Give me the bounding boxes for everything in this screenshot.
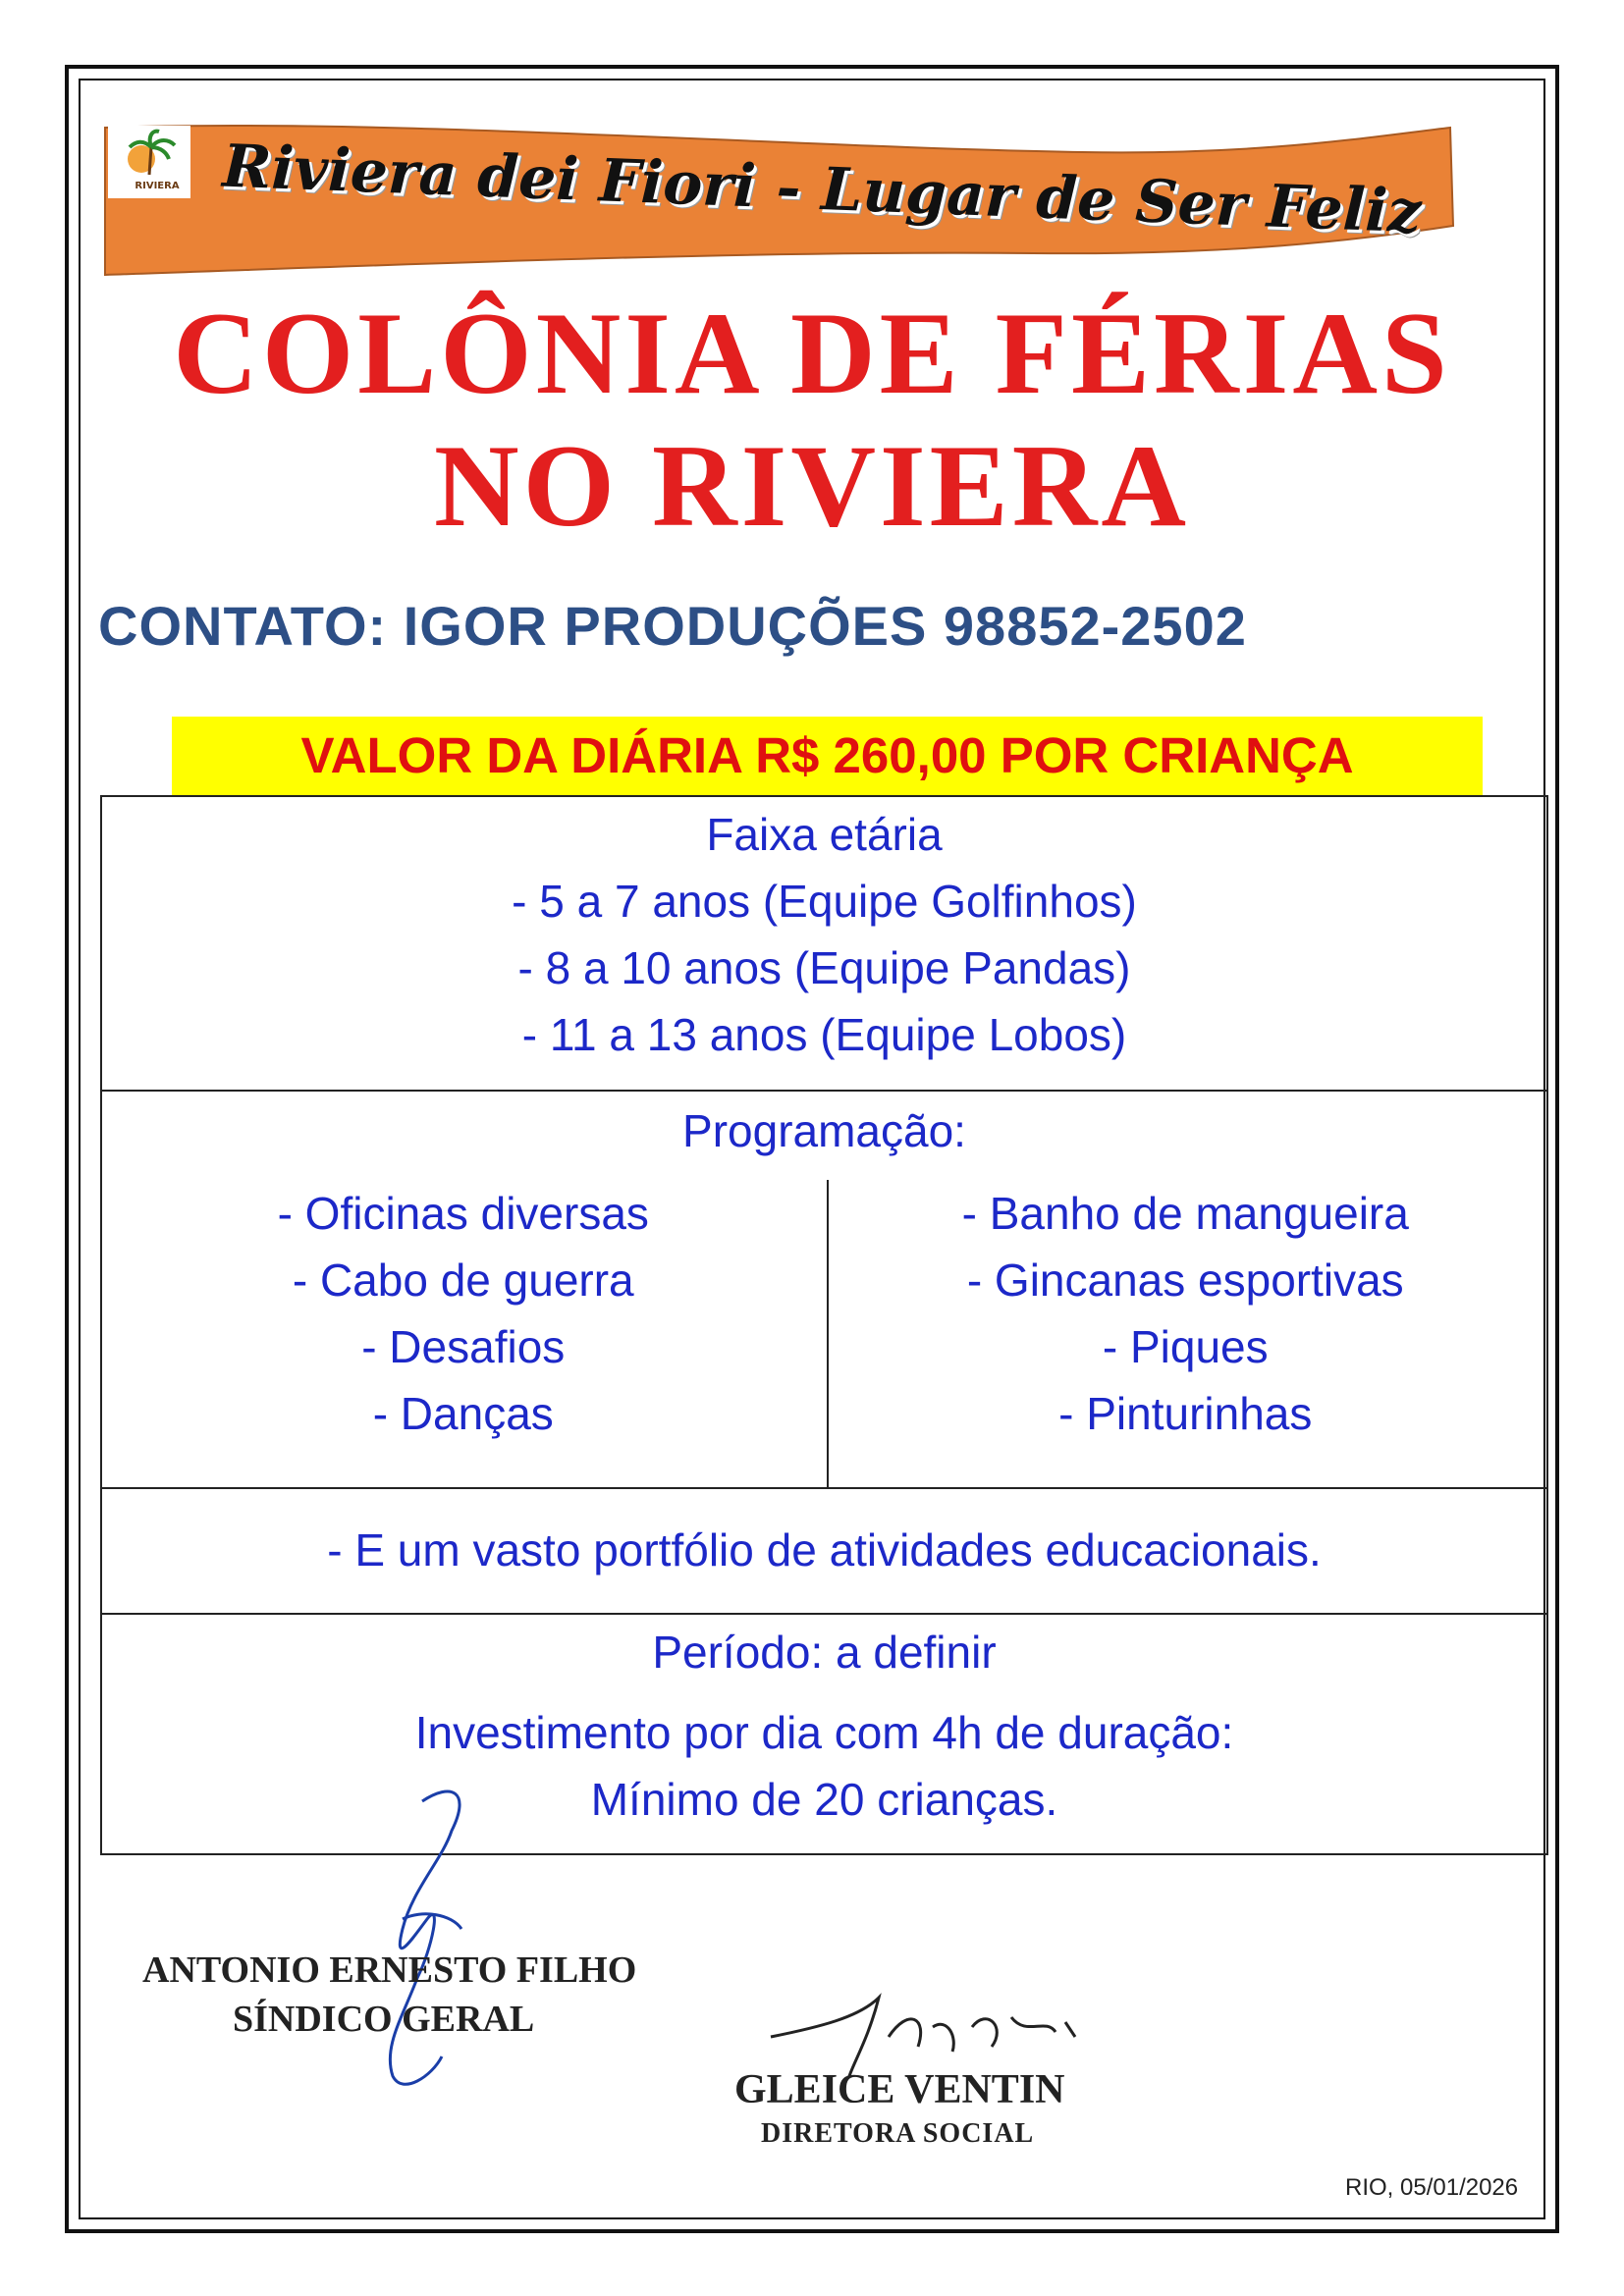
signer-role: SÍNDICO GERAL bbox=[233, 1999, 535, 2040]
age-group-item: - 8 a 10 anos (Equipe Pandas) bbox=[517, 942, 1131, 993]
signer-name: GLEICE VENTIN bbox=[734, 2067, 1065, 2112]
period-text: Período: a definir bbox=[652, 1627, 997, 1678]
riviera-logo bbox=[108, 126, 190, 198]
program-item: - Gincanas esportivas bbox=[966, 1255, 1404, 1306]
signer-name: ANTONIO ERNESTO FILHO bbox=[142, 1949, 637, 1991]
signature-block-sindico bbox=[142, 1946, 636, 2044]
age-groups-row bbox=[102, 797, 1546, 1092]
program-right-column bbox=[825, 1180, 1547, 1447]
age-group-item: - 11 a 13 anos (Equipe Lobos) bbox=[521, 1009, 1127, 1060]
program-item: - Cabo de guerra bbox=[292, 1255, 634, 1306]
program-item: - Desafios bbox=[361, 1321, 566, 1372]
program-item: - Piques bbox=[1102, 1321, 1269, 1372]
extra-row bbox=[102, 1489, 1546, 1615]
program-item: - Pinturinhas bbox=[1058, 1388, 1313, 1439]
price-banner: VALOR DA DIÁRIA R$ 260,00 POR CRIANÇA bbox=[172, 717, 1483, 795]
program-row bbox=[102, 1092, 1546, 1489]
main-title-line2: NO RIVIERA bbox=[433, 420, 1191, 551]
age-heading: Faixa etária bbox=[706, 809, 943, 860]
program-item: - Oficinas diversas bbox=[277, 1188, 649, 1239]
program-item: - Danças bbox=[372, 1388, 554, 1439]
signer-role: DIRETORA SOCIAL bbox=[761, 2118, 1035, 2149]
program-left-column bbox=[102, 1180, 825, 1447]
program-item: - Banho de mangueira bbox=[961, 1188, 1409, 1239]
minimum-text: Mínimo de 20 crianças. bbox=[590, 1774, 1058, 1825]
extra-activities: - E um vasto portfólio de atividades educacionais. bbox=[327, 1524, 1322, 1575]
investment-text: Investimento por dia com 4h de duração: bbox=[414, 1707, 1234, 1758]
contact-line: CONTATO: IGOR PRODUÇÕES 98852-2502 bbox=[98, 595, 1247, 657]
main-title-line1: COLÔNIA DE FÉRIAS bbox=[173, 288, 1451, 418]
info-table bbox=[100, 795, 1548, 1855]
banner-slogan: Riviera dei Fiori - Lugar de Ser Feliz bbox=[221, 132, 1423, 247]
document-date: RIO, 05/01/2026 bbox=[1345, 2174, 1519, 2201]
header-banner bbox=[100, 118, 1455, 285]
program-heading: Programação: bbox=[682, 1105, 966, 1156]
age-group-item: - 5 a 7 anos (Equipe Golfinhos) bbox=[512, 876, 1137, 927]
logo-text: RIVIERA bbox=[135, 181, 180, 191]
period-row bbox=[102, 1615, 1546, 1857]
